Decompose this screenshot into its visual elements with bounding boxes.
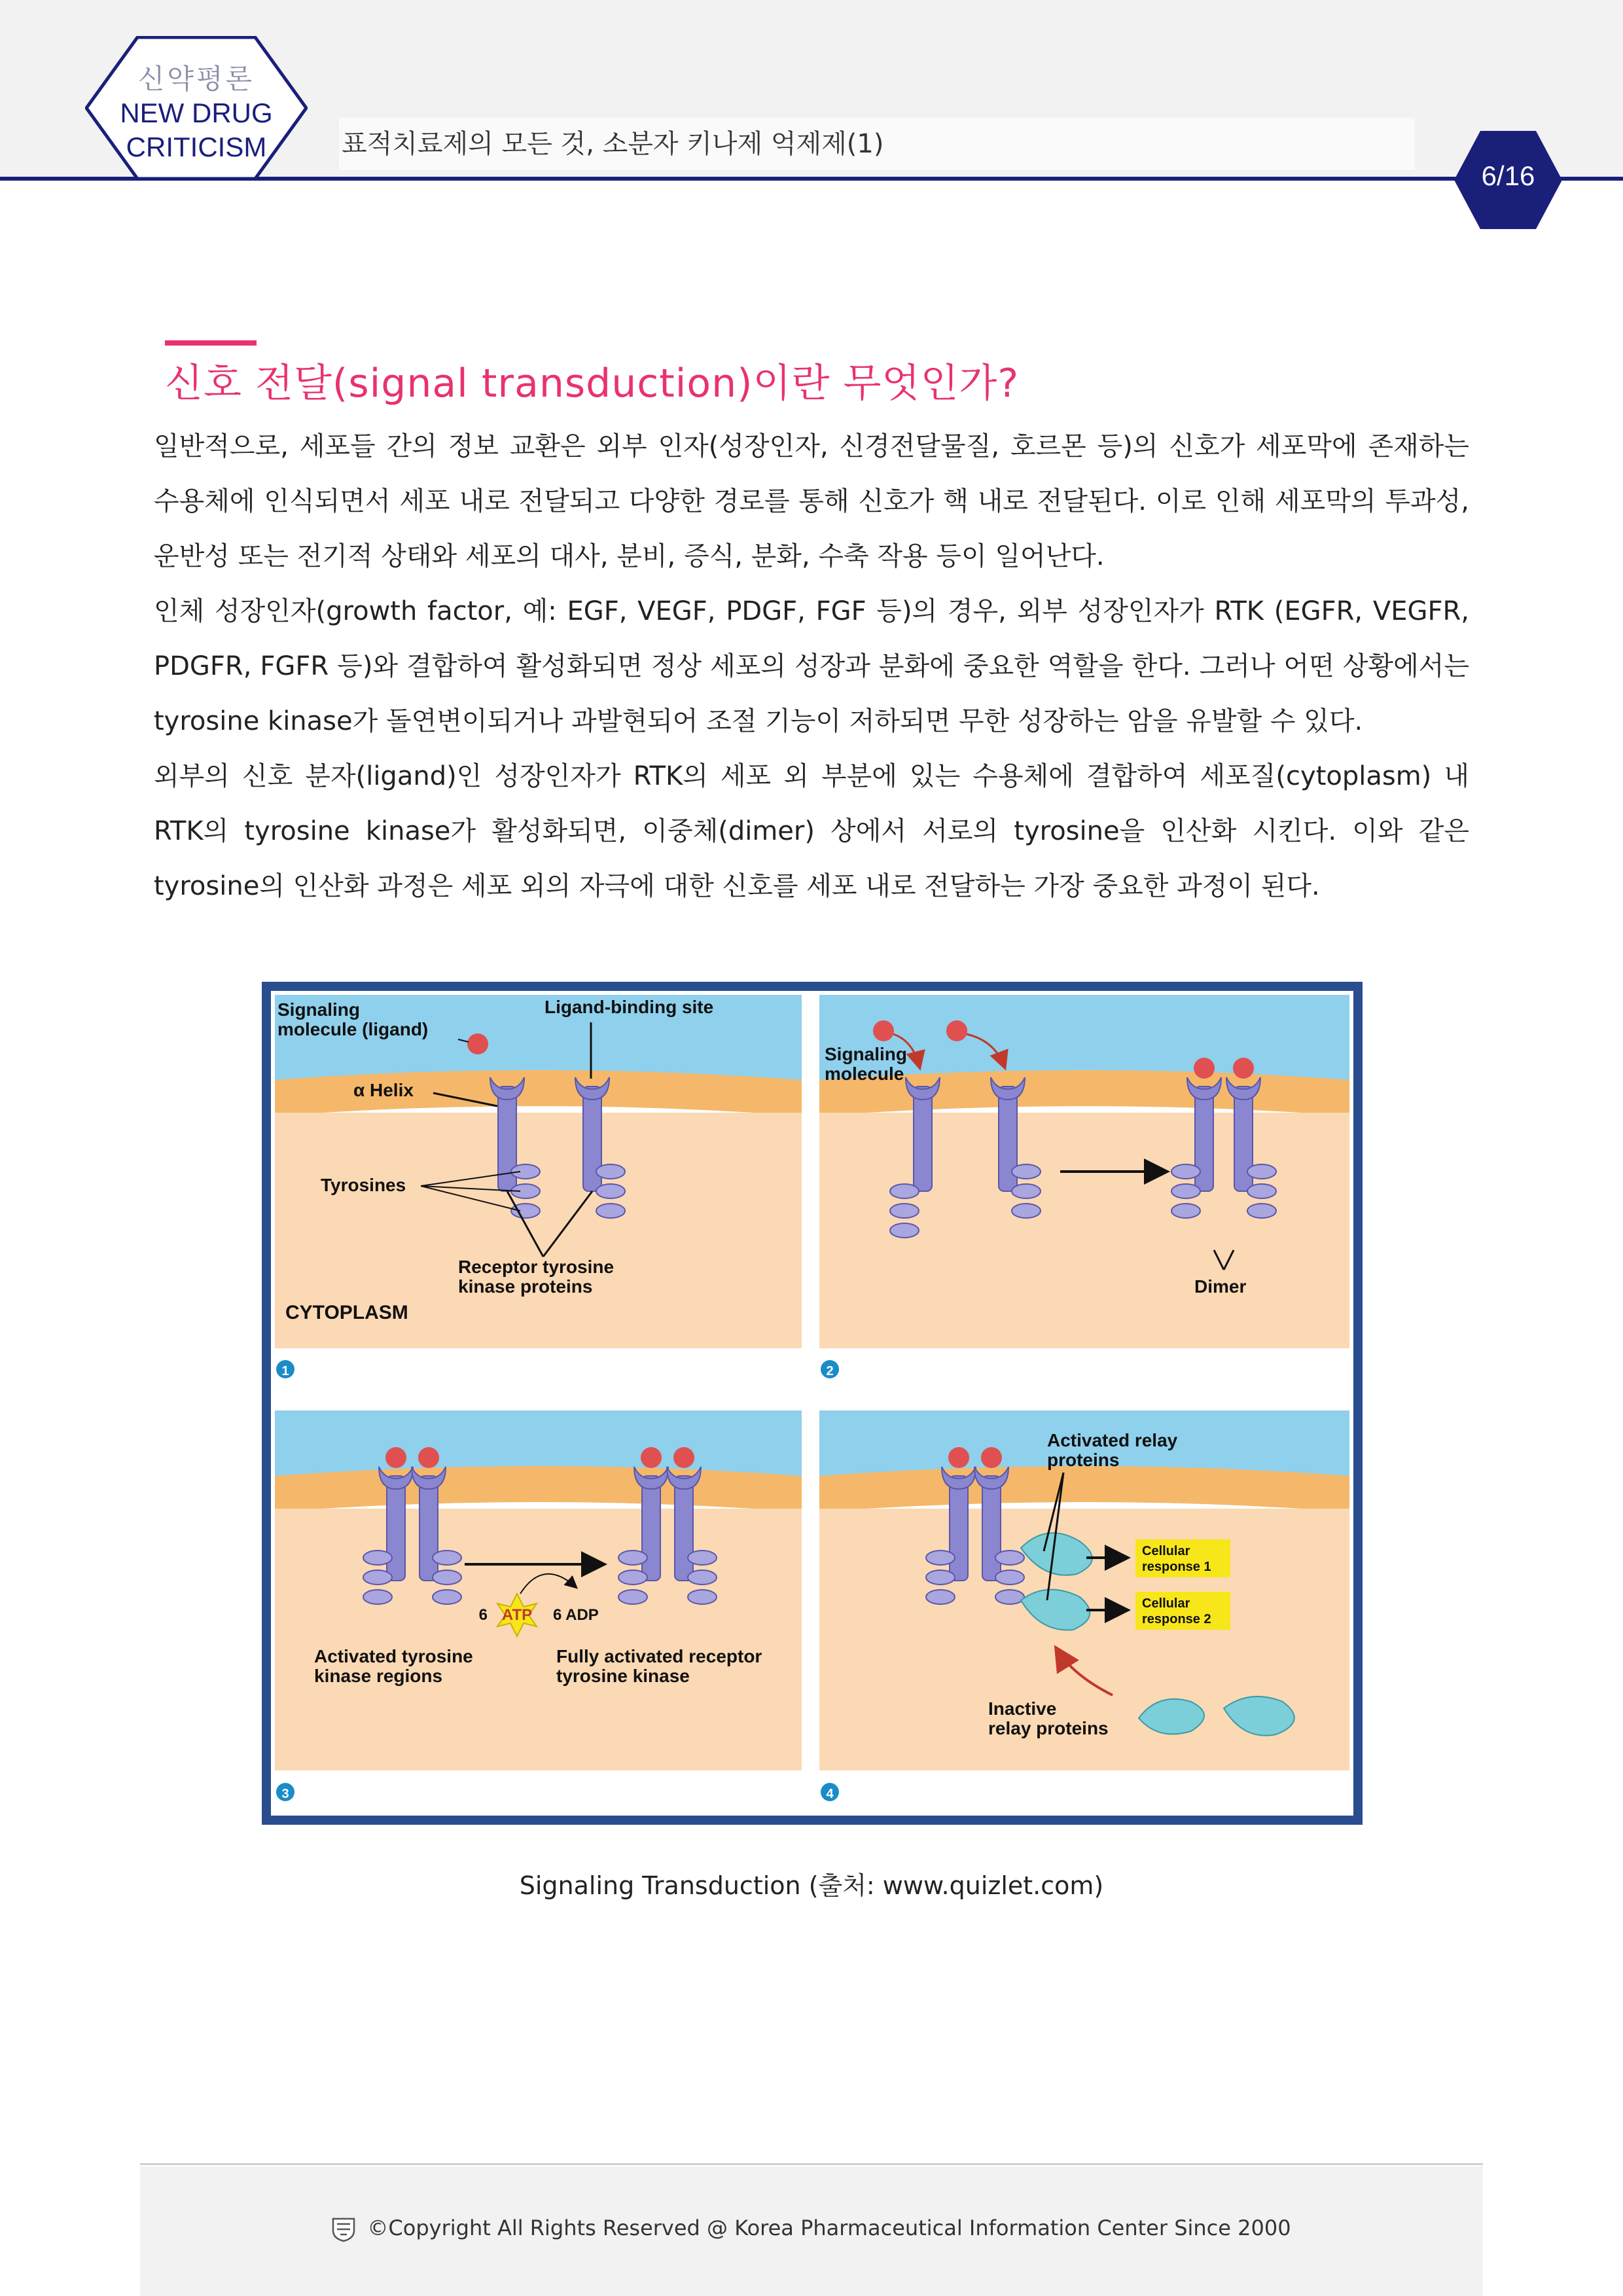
- label-kinase-regions: kinase regions: [314, 1666, 443, 1686]
- label-inactive-relay: relay proteins: [988, 1718, 1109, 1738]
- panel-4: [819, 1410, 1349, 1810]
- logo-english-2: CRITICISM: [126, 132, 267, 162]
- label-relay-proteins: proteins: [1047, 1450, 1120, 1470]
- label-cytoplasm: CYTOPLASM: [285, 1302, 408, 1323]
- copyright-text: ©Copyright All Rights Reserved @ Korea Pharmaceutical Information Center Since 2000: [367, 2215, 1291, 2240]
- panel-3: [275, 1410, 802, 1810]
- label-ligand: molecule (ligand): [277, 1019, 429, 1039]
- logo-english-1: NEW DRUG: [120, 98, 273, 128]
- figure-caption: Signaling Transduction (출처: www.quizlet.com): [519, 1871, 1104, 1900]
- label-adp: 6 ADP: [553, 1606, 599, 1624]
- label-atp: ATP: [501, 1606, 533, 1624]
- label-kinase-proteins: kinase proteins: [458, 1276, 593, 1297]
- label-inactive: Inactive: [988, 1698, 1057, 1719]
- panel-1: [275, 995, 802, 1394]
- logo-korean: 신약평론: [137, 63, 255, 94]
- label-molecule-2: molecule: [825, 1064, 904, 1084]
- step-3: 3: [281, 1787, 289, 1801]
- shield-icon: [332, 2216, 355, 2242]
- section-title: 신호 전달(signal transduction)이란 무엇인가?: [165, 361, 1020, 406]
- label-dimer: Dimer: [1194, 1276, 1247, 1297]
- footer: [0, 2215, 1623, 2242]
- body-text: [154, 419, 1469, 914]
- step-1: 1: [281, 1364, 289, 1378]
- step-4: 4: [826, 1787, 834, 1801]
- label-response-1b: response 1: [1142, 1560, 1211, 1574]
- page-number: 6/16: [1481, 160, 1535, 191]
- label-signaling: Signaling: [277, 999, 360, 1020]
- label-ligand-site: Ligand-binding site: [544, 997, 714, 1017]
- label-receptor-kinase: tyrosine kinase: [556, 1666, 690, 1686]
- paragraph: 일반적으로, 세포들 간의 정보 교환은 외부 인자(성장인자, 신경전달물질, 호르몬 등)의 신호가 세포막에 존재하는 수용체에 인식되면서 세포 내로 전달되고 다양한 경로를 통해 신호가 핵 내로 전달된다. 이로 인해 세포막의 투과성, 운반성 또는 전기적 상태와 세포의 대사, 분비, 증식, 분화, 수축 작용 등이 일어난다.: [154, 431, 1469, 571]
- paragraph: 외부의 신호 분자(ligand)인 성장인자가 RTK의 세포 외 부분에 있는 수용체에 결합하여 세포질(cytoplasm) 내 RTK의 tyrosine kinase가 활성화되면, 이중체(dimer) 상에서 서로의 tyrosine을 인산화 시킨다. 이와 같은 tyrosine의 인산화 과정은 세포 외의 자극에 대한 신호를 세포 내로 전달하는 가장 중요한 과정이 된다.: [154, 761, 1469, 901]
- label-tyrosines: Tyrosines: [321, 1175, 406, 1195]
- label-signaling-2: Signaling: [825, 1044, 907, 1064]
- footer-divider: [140, 2163, 1483, 2165]
- label-activated: Activated tyrosine: [314, 1646, 473, 1666]
- label-fully: Fully activated receptor: [556, 1646, 762, 1666]
- label-receptor: Receptor tyrosine: [458, 1257, 615, 1277]
- signal-transduction-figure: [262, 982, 1363, 1825]
- step-2: 2: [826, 1364, 834, 1378]
- document-title: 표적치료제의 모든 것, 소분자 키나제 억제제(1): [339, 118, 1415, 170]
- paragraph: 인체 성장인자(growth factor, 예: EGF, VEGF, PDGF, FGF 등)의 경우, 외부 성장인자가 RTK (EGFR, VEGFR, PDGFR, FGFR 등)와 결합하여 활성화되면 정상 세포의 성장과 분화에 중요한 역할을 한다. 그러나 어떤 상황에서는 tyrosine kinase가 돌연변이되거나 과발현되어 조절 기능이 저하되면 무한 성장하는 암을 유발할 수 있다.: [154, 596, 1469, 736]
- section-accent-bar: [165, 340, 257, 346]
- label-response-2b: response 2: [1142, 1612, 1211, 1626]
- label-response-2a: Cellular: [1142, 1596, 1190, 1611]
- label-relay: Activated relay: [1047, 1430, 1178, 1450]
- label-helix: α Helix: [353, 1080, 414, 1100]
- label-response-1a: Cellular: [1142, 1544, 1190, 1558]
- logo: [98, 62, 294, 164]
- label-6: 6: [478, 1606, 488, 1624]
- panel-2: [819, 995, 1349, 1394]
